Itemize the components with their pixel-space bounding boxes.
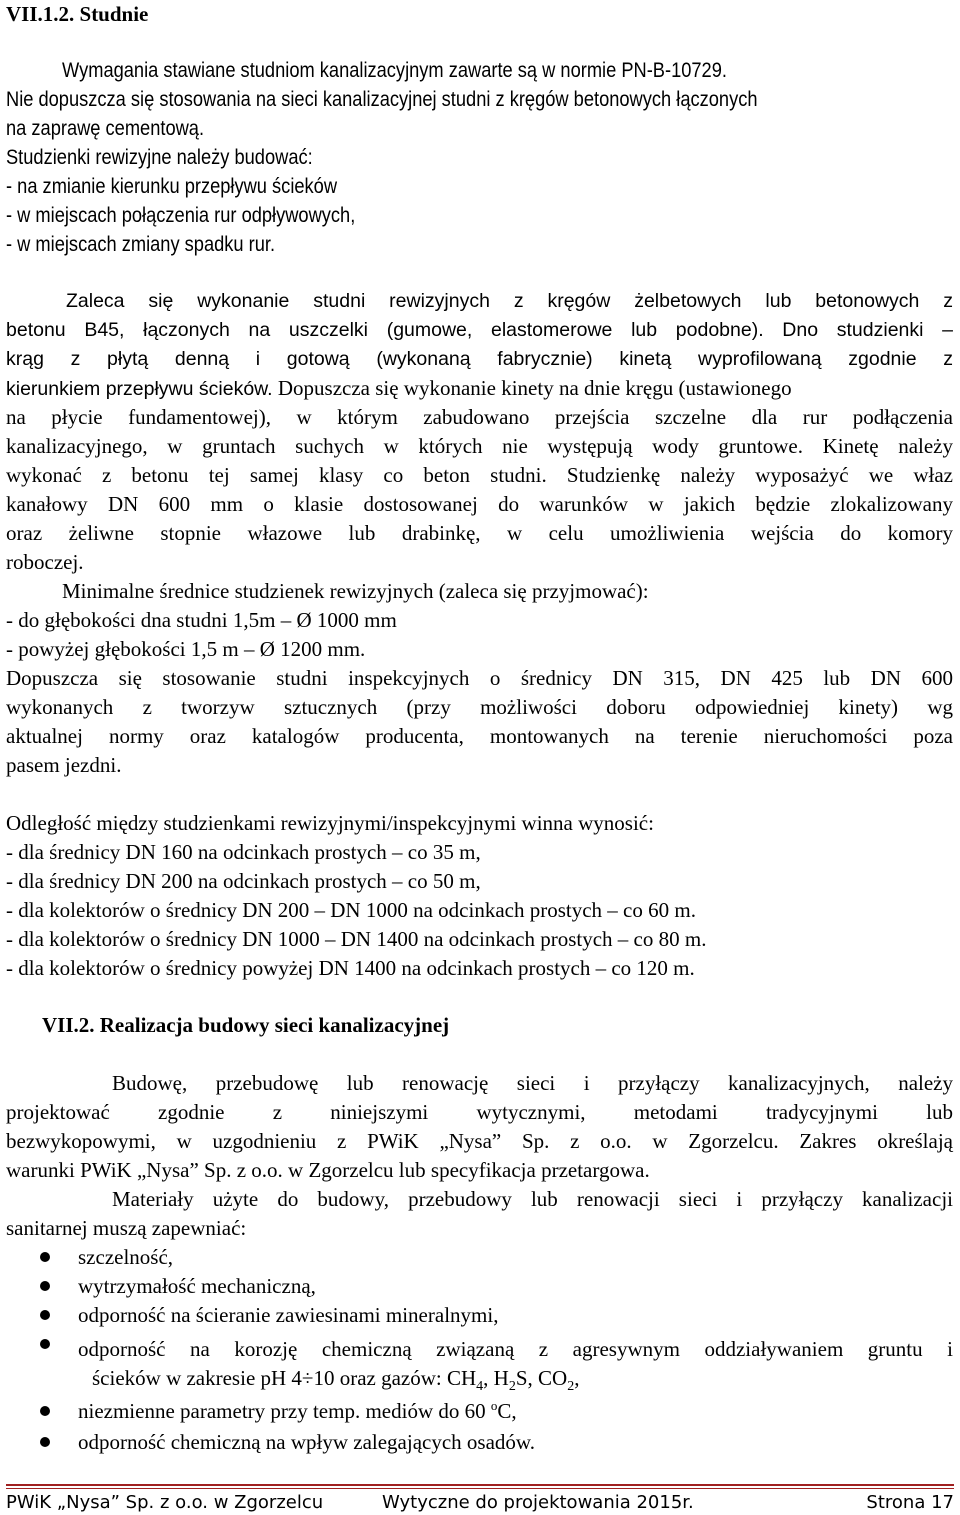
paragraph-line: Budowę, przebudowę lub renowację sieci i przyłączy kanalizacyjnych, należy (112, 1071, 953, 1095)
text-run: niezmienne parametry przy temp. mediów do 60 (78, 1399, 491, 1423)
list-line: - powyżej głębokości 1,5 m – Ø 1200 mm. (6, 637, 366, 661)
list-line: - dla średnicy DN 200 na odcinkach prostych – co 50 m, (6, 869, 481, 893)
paragraph-line: Studzienki rewizyjne należy budować: (6, 146, 313, 169)
list-line: - w miejscach połączenia rur odpływowych, (6, 204, 356, 227)
bullet-item: odporność na korozję chemiczną związaną z agresywnym oddziaływaniem gruntu i (78, 1337, 953, 1361)
footer-rule-thin (6, 1488, 954, 1489)
paragraph-line: Dopuszcza się stosowanie studni inspekcyjnych o średnicy DN 315, DN 425 lub DN 600 (6, 666, 953, 690)
section-heading-realizacja: VII.2. Realizacja budowy sieci kanalizacyjnej (42, 1013, 450, 1037)
bullet-dot (40, 1437, 50, 1447)
paragraph-line: sanitarnej muszą zapewniać: (6, 1216, 247, 1240)
paragraph-line: kanalizacyjnego, w gruntach suchych w których nie występują wody gruntowe. Kinetę należy (6, 434, 953, 458)
footer-center: Wytyczne do projektowania 2015r. (382, 1492, 694, 1513)
paragraph-line: Odległość między studzienkami rewizyjnymi/inspekcyjnymi winna wynosić: (6, 811, 654, 835)
bullet-item: odporność chemiczną na wpływ zalegających osadów. (78, 1430, 535, 1454)
list-line: - na zmianie kierunku przepływu ścieków (6, 175, 338, 198)
bullet-dot (40, 1281, 50, 1291)
footer-left: PWiK „Nysa” Sp. z o.o. w Zgorzelcu (6, 1492, 324, 1513)
list-line: - w miejscach zmiany spadku rur. (6, 233, 276, 256)
text-run: , H (483, 1366, 509, 1390)
bullet-dot (40, 1310, 50, 1320)
bullet-item (78, 1397, 517, 1426)
bullet-item: szczelność, (78, 1245, 174, 1269)
text-run: , (574, 1366, 580, 1390)
list-line: - dla kolektorów o średnicy DN 1000 – DN 1400 na odcinkach prostych – co 80 m. (6, 927, 707, 951)
paragraph-line (6, 374, 792, 404)
list-line: - dla kolektorów o średnicy DN 200 – DN 1000 na odcinkach prostych – co 60 m. (6, 898, 696, 922)
paragraph-line: roboczej. (6, 550, 84, 574)
subscript: 2 (567, 1379, 575, 1395)
list-line: - do głębokości dna studni 1,5m – Ø 1000 mm (6, 608, 397, 632)
bullet-item: odporność na ścieranie zawiesinami mineralnymi, (78, 1303, 499, 1327)
text-run: S, CO (515, 1366, 568, 1390)
bullet-dot (40, 1339, 50, 1349)
bullet-item-continuation (92, 1364, 579, 1393)
paragraph-line: bezwykopowymi, w uzgodnieniu z PWiK „Nysa” Sp. z o.o. w Zgorzelcu. Zakres określają (6, 1129, 953, 1153)
footer-page-number: Strona 17 (866, 1492, 954, 1513)
paragraph-line: Wymagania stawiane studniom kanalizacyjnym zawarte są w normie PN-B-10729. (62, 59, 727, 82)
bullet-dot (40, 1406, 50, 1416)
bullet-item: wytrzymałość mechaniczną, (78, 1274, 316, 1298)
paragraph-line: Zaleca się wykonanie studni rewizyjnych z kręgów żelbetowych lub betonowych z (66, 290, 953, 312)
footer-rule (6, 1484, 954, 1486)
paragraph-line: warunki PWiK „Nysa” Sp. z o.o. w Zgorzelcu lub specyfikacja przetargowa. (6, 1158, 650, 1182)
paragraph-line: kanałowy DN 600 mm o klasie dostosowanej do warunków w jakich będzie zlokalizowany (6, 492, 953, 516)
text-run: ścieków w zakresie pH 4÷10 oraz gazów: CH (92, 1366, 477, 1390)
paragraph-line: wykonać z betonu tej samej klasy co beton studni. Studzienkę należy wyposażyć we właz (6, 463, 953, 487)
superscript: o (490, 1398, 498, 1413)
paragraph-line: pasem jezdni. (6, 753, 122, 777)
paragraph-line: Minimalne średnice studzienek rewizyjnych (zaleca się przyjmować): (62, 579, 649, 603)
text-run: kierunkiem przepływu ścieków. (6, 378, 273, 400)
subscript: 4 (476, 1379, 484, 1395)
list-line: - dla średnicy DN 160 na odcinkach prostych – co 35 m, (6, 840, 481, 864)
paragraph-line: betonu B45, łączonych na uszczelki (gumowe, elastomerowe lub podobne). Dno studzienki – (6, 319, 953, 341)
subscript: 2 (508, 1379, 516, 1395)
paragraph-line: krąg z płytą denną i gotową (wykonaną fabrycznie) kinetą wyprofilowaną zgodnie z (6, 348, 953, 370)
section-heading-studnie: VII.1.2. Studnie (6, 2, 149, 26)
list-line: - dla kolektorów o średnicy powyżej DN 1400 na odcinkach prostych – co 120 m. (6, 956, 695, 980)
paragraph-line: Materiały użyte do budowy, przebudowy lub renowacji sieci i przyłączy kanalizacji (112, 1187, 953, 1211)
paragraph-line: projektować zgodnie z niniejszymi wytycznymi, metodami tradycyjnymi lub (6, 1100, 953, 1124)
text-run: Dopuszcza się wykonanie kinety na dnie kręgu (ustawionego (272, 376, 792, 400)
paragraph-line: aktualnej normy oraz katalogów producenta, montowanych na terenie nieruchomości poza (6, 724, 953, 748)
text-run: C, (497, 1399, 517, 1423)
bullet-dot (40, 1252, 50, 1262)
paragraph-line: oraz żeliwne stopnie włazowe lub drabinkę, w celu umożliwienia wejścia do komory (6, 521, 953, 545)
paragraph-line: na płycie fundamentowej), w którym zabudowano przejścia szczelne dla rur podłączenia (6, 405, 953, 429)
paragraph-line: Nie dopuszcza się stosowania na sieci kanalizacyjnej studni z kręgów betonowych łączonych (6, 88, 758, 111)
paragraph-line: wykonanych z tworzyw sztucznych (przy możliwości doboru odpowiedniej kinety) wg (6, 695, 953, 719)
paragraph-line: na zaprawę cementową. (6, 117, 205, 140)
